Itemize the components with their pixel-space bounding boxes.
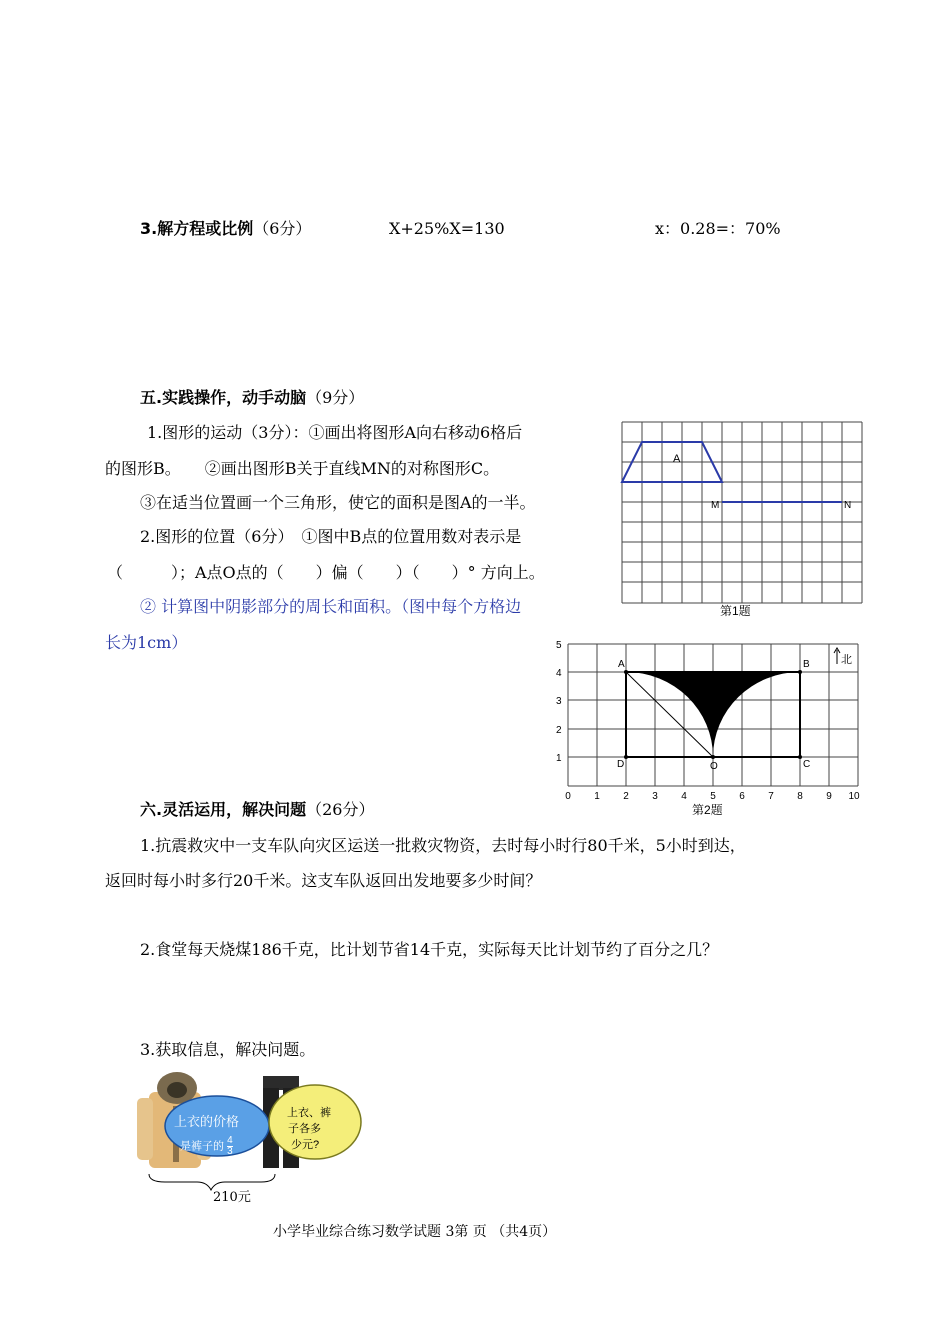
q2-line2: （ ）；A点O点的（ ）偏（ ）（ ）° 方向上。	[107, 563, 545, 582]
label-d: D	[617, 759, 625, 770]
figure-1-grid	[620, 420, 864, 626]
x-tick: 8	[797, 791, 803, 802]
label-n: N	[844, 500, 852, 511]
q2-line3: ② 计算图中阴影部分的周长和面积。（图中每个方格边	[140, 597, 522, 616]
s6-q2: 2.食堂每天烧煤186千克，比计划节省14千克，实际每天比计划节约了百分之几？	[140, 940, 719, 959]
bubble1-text: 是裤子的	[180, 1140, 224, 1153]
x-tick-labels	[565, 791, 860, 802]
section6-title: 六.灵活运用，解决问题	[140, 800, 307, 819]
equation-2: x：0.28=：70%	[655, 219, 781, 238]
bubble1-line1: 上衣的价格	[174, 1114, 240, 1129]
y-tick-labels	[556, 640, 562, 764]
q1-line2: 的图形B。 ②画出图形B关于直线MN的对称图形C。	[105, 459, 500, 478]
figure-1-caption: 第1题	[720, 604, 751, 618]
figure-2-grid	[550, 636, 870, 806]
label-a: A	[673, 453, 681, 465]
north-label: 北	[841, 654, 852, 666]
x-tick: 9	[826, 791, 832, 802]
section3-points: （6分）	[253, 219, 312, 238]
y-tick: 3	[556, 696, 562, 707]
s6-q3: 3.获取信息，解决问题。	[140, 1040, 316, 1059]
x-tick: 0	[565, 791, 571, 802]
north-arrow	[834, 648, 852, 666]
figure-2-caption: 第2题	[692, 803, 723, 817]
section5-title: 五.实践操作，动手动脑	[140, 388, 307, 407]
equation-1: X+25%X=130	[389, 219, 505, 238]
point-d	[624, 755, 628, 759]
q1-line3: ③在适当位置画一个三角形，使它的面积是图A的一半。	[140, 493, 536, 512]
x-tick: 6	[739, 791, 745, 802]
x-tick: 3	[652, 791, 658, 802]
y-tick: 2	[556, 725, 562, 736]
point-b	[798, 670, 802, 674]
label-b: B	[803, 659, 810, 670]
label-c: C	[803, 759, 811, 770]
section6-points: （26分）	[306, 800, 375, 819]
s6-q1-line2: 返回时每小时多行20千米。这支车队返回出发地要多少时间？	[105, 871, 542, 890]
x-tick: 10	[848, 791, 860, 802]
bubble2-line2: 子各多	[288, 1123, 321, 1135]
section6-heading	[140, 800, 374, 820]
point-a	[624, 670, 628, 674]
bubble2-line1: 上衣、裤	[287, 1107, 331, 1119]
point-c	[798, 755, 802, 759]
y-tick: 4	[556, 668, 562, 679]
label-o: O	[710, 761, 718, 772]
x-tick: 2	[623, 791, 629, 802]
y-tick: 5	[556, 640, 562, 651]
x-tick: 4	[681, 791, 687, 802]
x-tick: 1	[594, 791, 600, 802]
q1-line1: 1.图形的运动（3分）：①画出将图形A向右移动6格后	[147, 423, 523, 442]
total-price: 210元	[213, 1190, 251, 1205]
y-tick: 1	[556, 753, 562, 764]
page-footer: 小学毕业综合练习数学试题 3第 页 （共4页）	[273, 1224, 557, 1240]
label-a-2: A	[618, 659, 625, 670]
q2-line1: 2.图形的位置（6分） ①图中B点的位置用数对表示是	[140, 527, 522, 546]
x-tick: 5	[710, 791, 716, 802]
bubble1-line2	[180, 1136, 233, 1157]
bubble2-line3: 少元?	[291, 1139, 320, 1151]
point-o	[711, 755, 715, 759]
fraction-denominator: 3	[227, 1146, 233, 1157]
fraction	[227, 1136, 233, 1157]
shaded-region	[626, 672, 800, 757]
label-m: M	[711, 500, 720, 511]
section3-label: 3.解方程或比例	[140, 219, 254, 238]
q2-line4: 长为1cm）	[105, 633, 188, 652]
brace	[149, 1174, 275, 1190]
section5-points: （9分）	[306, 388, 365, 407]
s6-q1-line1: 1.抗震救灾中一支车队向灾区运送一批救灾物资，去时每小时行80千米，5小时到达，	[140, 836, 746, 855]
section5-heading	[140, 388, 364, 408]
x-tick: 7	[768, 791, 774, 802]
section3-heading	[140, 219, 311, 239]
grid-lines	[622, 422, 862, 603]
fraction-numerator: 4	[227, 1135, 233, 1146]
clothes-illustration	[135, 1070, 375, 1200]
